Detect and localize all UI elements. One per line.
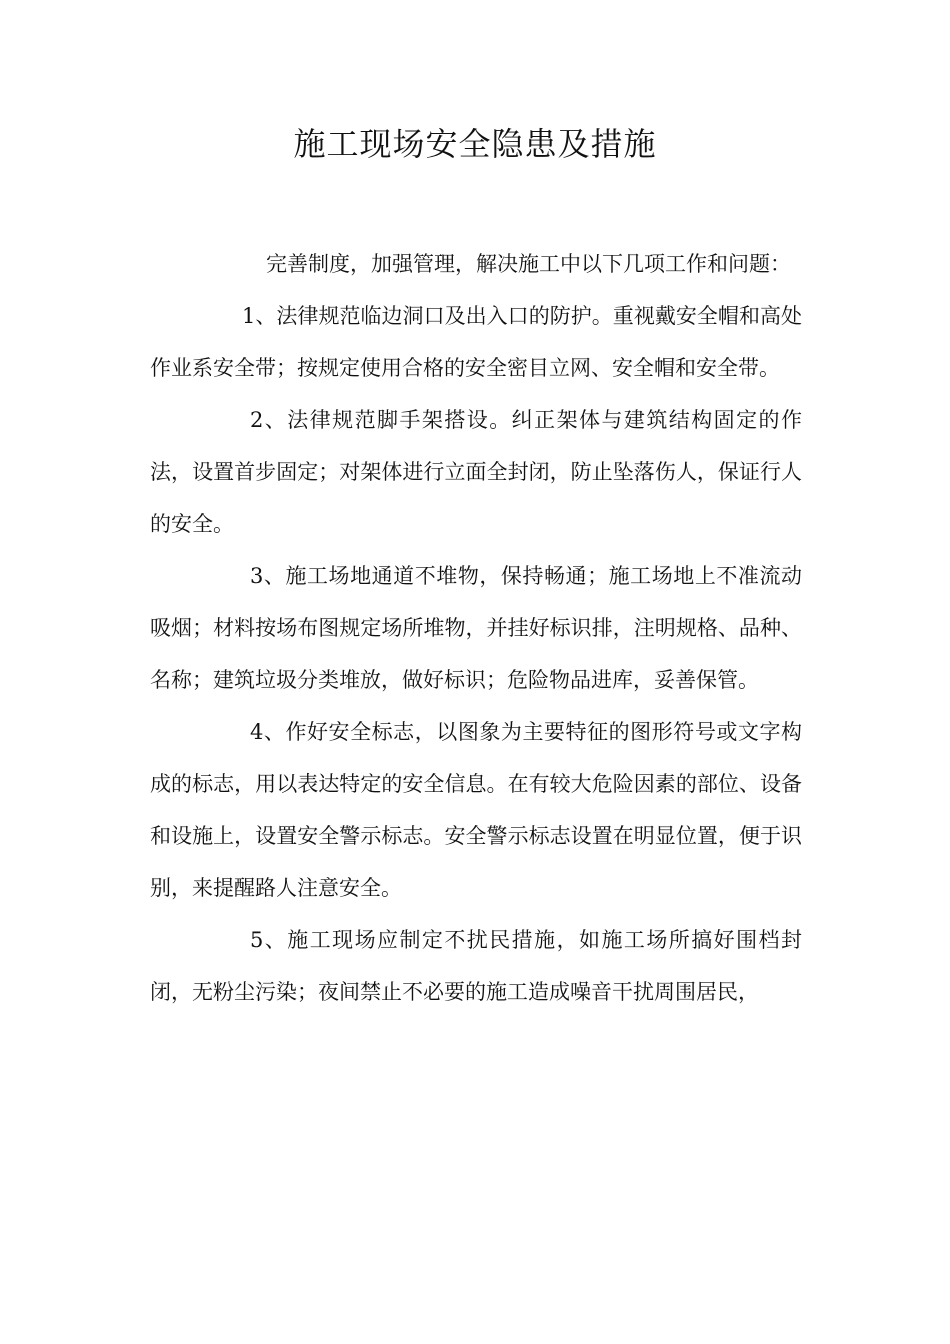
item-paragraph-3: 3、施工场地通道不堆物，保持畅通；施工场地上不准流动吸烟；材料按场布图规定场所堆物，并挂好标识排，注明规格、品种、名称；建筑垃圾分类堆放，做好标识；危险物品进库，妥善保管。 <box>150 564 802 692</box>
item-paragraph-2: 2、法律规范脚手架搭设。纠正架体与建筑结构固定的作法，设置首步固定；对架体进行立面全封闭，防止坠落伤人，保证行人的安全。 <box>150 408 802 536</box>
intro-paragraph: 完善制度，加强管理，解决施工中以下几项工作和问题： <box>266 252 791 276</box>
document-body <box>150 238 802 1018</box>
document-title: 施工现场安全隐患及措施 <box>293 125 657 163</box>
item-paragraph-4: 4、作好安全标志，以图象为主要特征的图形符号或文字构成的标志，用以表达特定的安全信息。在有较大危险因素的部位、设备和设施上，设置安全警示标志。安全警示标志设置在明显位置，便于识别，来提醒路人注意安全。 <box>150 720 802 900</box>
item-paragraph-5: 5、施工现场应制定不扰民措施，如施工场所搞好围档封闭，无粉尘污染；夜间禁止不必要的施工造成噪音干扰周围居民， <box>150 928 802 1004</box>
item-paragraph-1: 1、法律规范临边洞口及出入口的防护。重视戴安全帽和高处作业系安全带；按规定使用合格的安全密目立网、安全帽和安全带。 <box>150 304 802 380</box>
